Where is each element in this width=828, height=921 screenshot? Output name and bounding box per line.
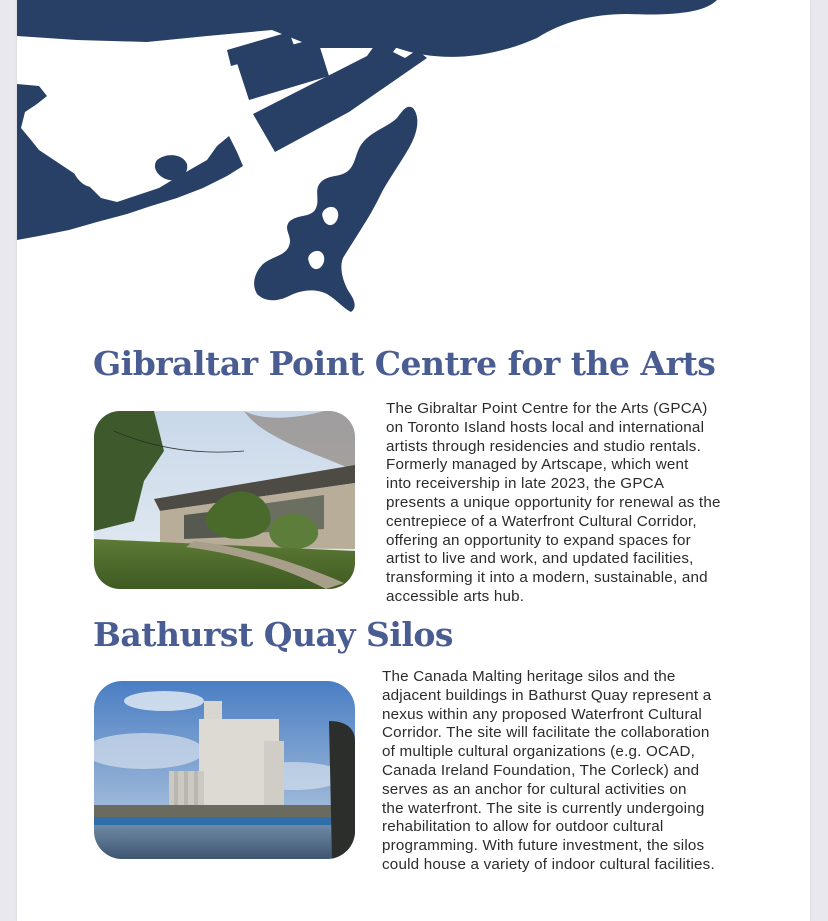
section-title-bathurst-quay: Bathurst Quay Silos xyxy=(93,615,453,654)
section-body-bathurst-quay: The Canada Malting heritage silos and the adjacent buildings in Bathurst Quay represent a nexus within any proposed Waterfront Cultural Corridor. The site will facilitate the collaboration of multiple cultural organizations (e.g. OCAD, Canada Ireland Foundation, The Corleck) and serves as an anchor for cultural activities on the waterfront. The site is currently undergoing rehabilitation to allow for outdoor cultural programming. With future investment, the silos could house a variety of indoor cultural facilities. xyxy=(382,668,715,873)
document-page xyxy=(17,0,810,921)
toronto-waterfront-map-icon xyxy=(17,0,810,320)
canada-malting-silos-photo xyxy=(94,681,355,859)
section-body-gibraltar-point: The Gibraltar Point Centre for the Arts (GPCA) on Toronto Island hosts local and international artists through residencies and studio rentals. Formerly managed by Artscape, which went into receivership in late 2023, the GPCA presents a unique opportunity for renewal as the centrepiece of a Waterfront Cultural Corridor, offering an opportunity to expand spaces for artist to live and work, and updated facilities, transforming it into a modern, sustainable, and accessible arts hub. xyxy=(386,400,721,605)
section-title-gibraltar-point: Gibraltar Point Centre for the Arts xyxy=(93,344,716,383)
gibraltar-point-building-photo xyxy=(94,411,355,589)
